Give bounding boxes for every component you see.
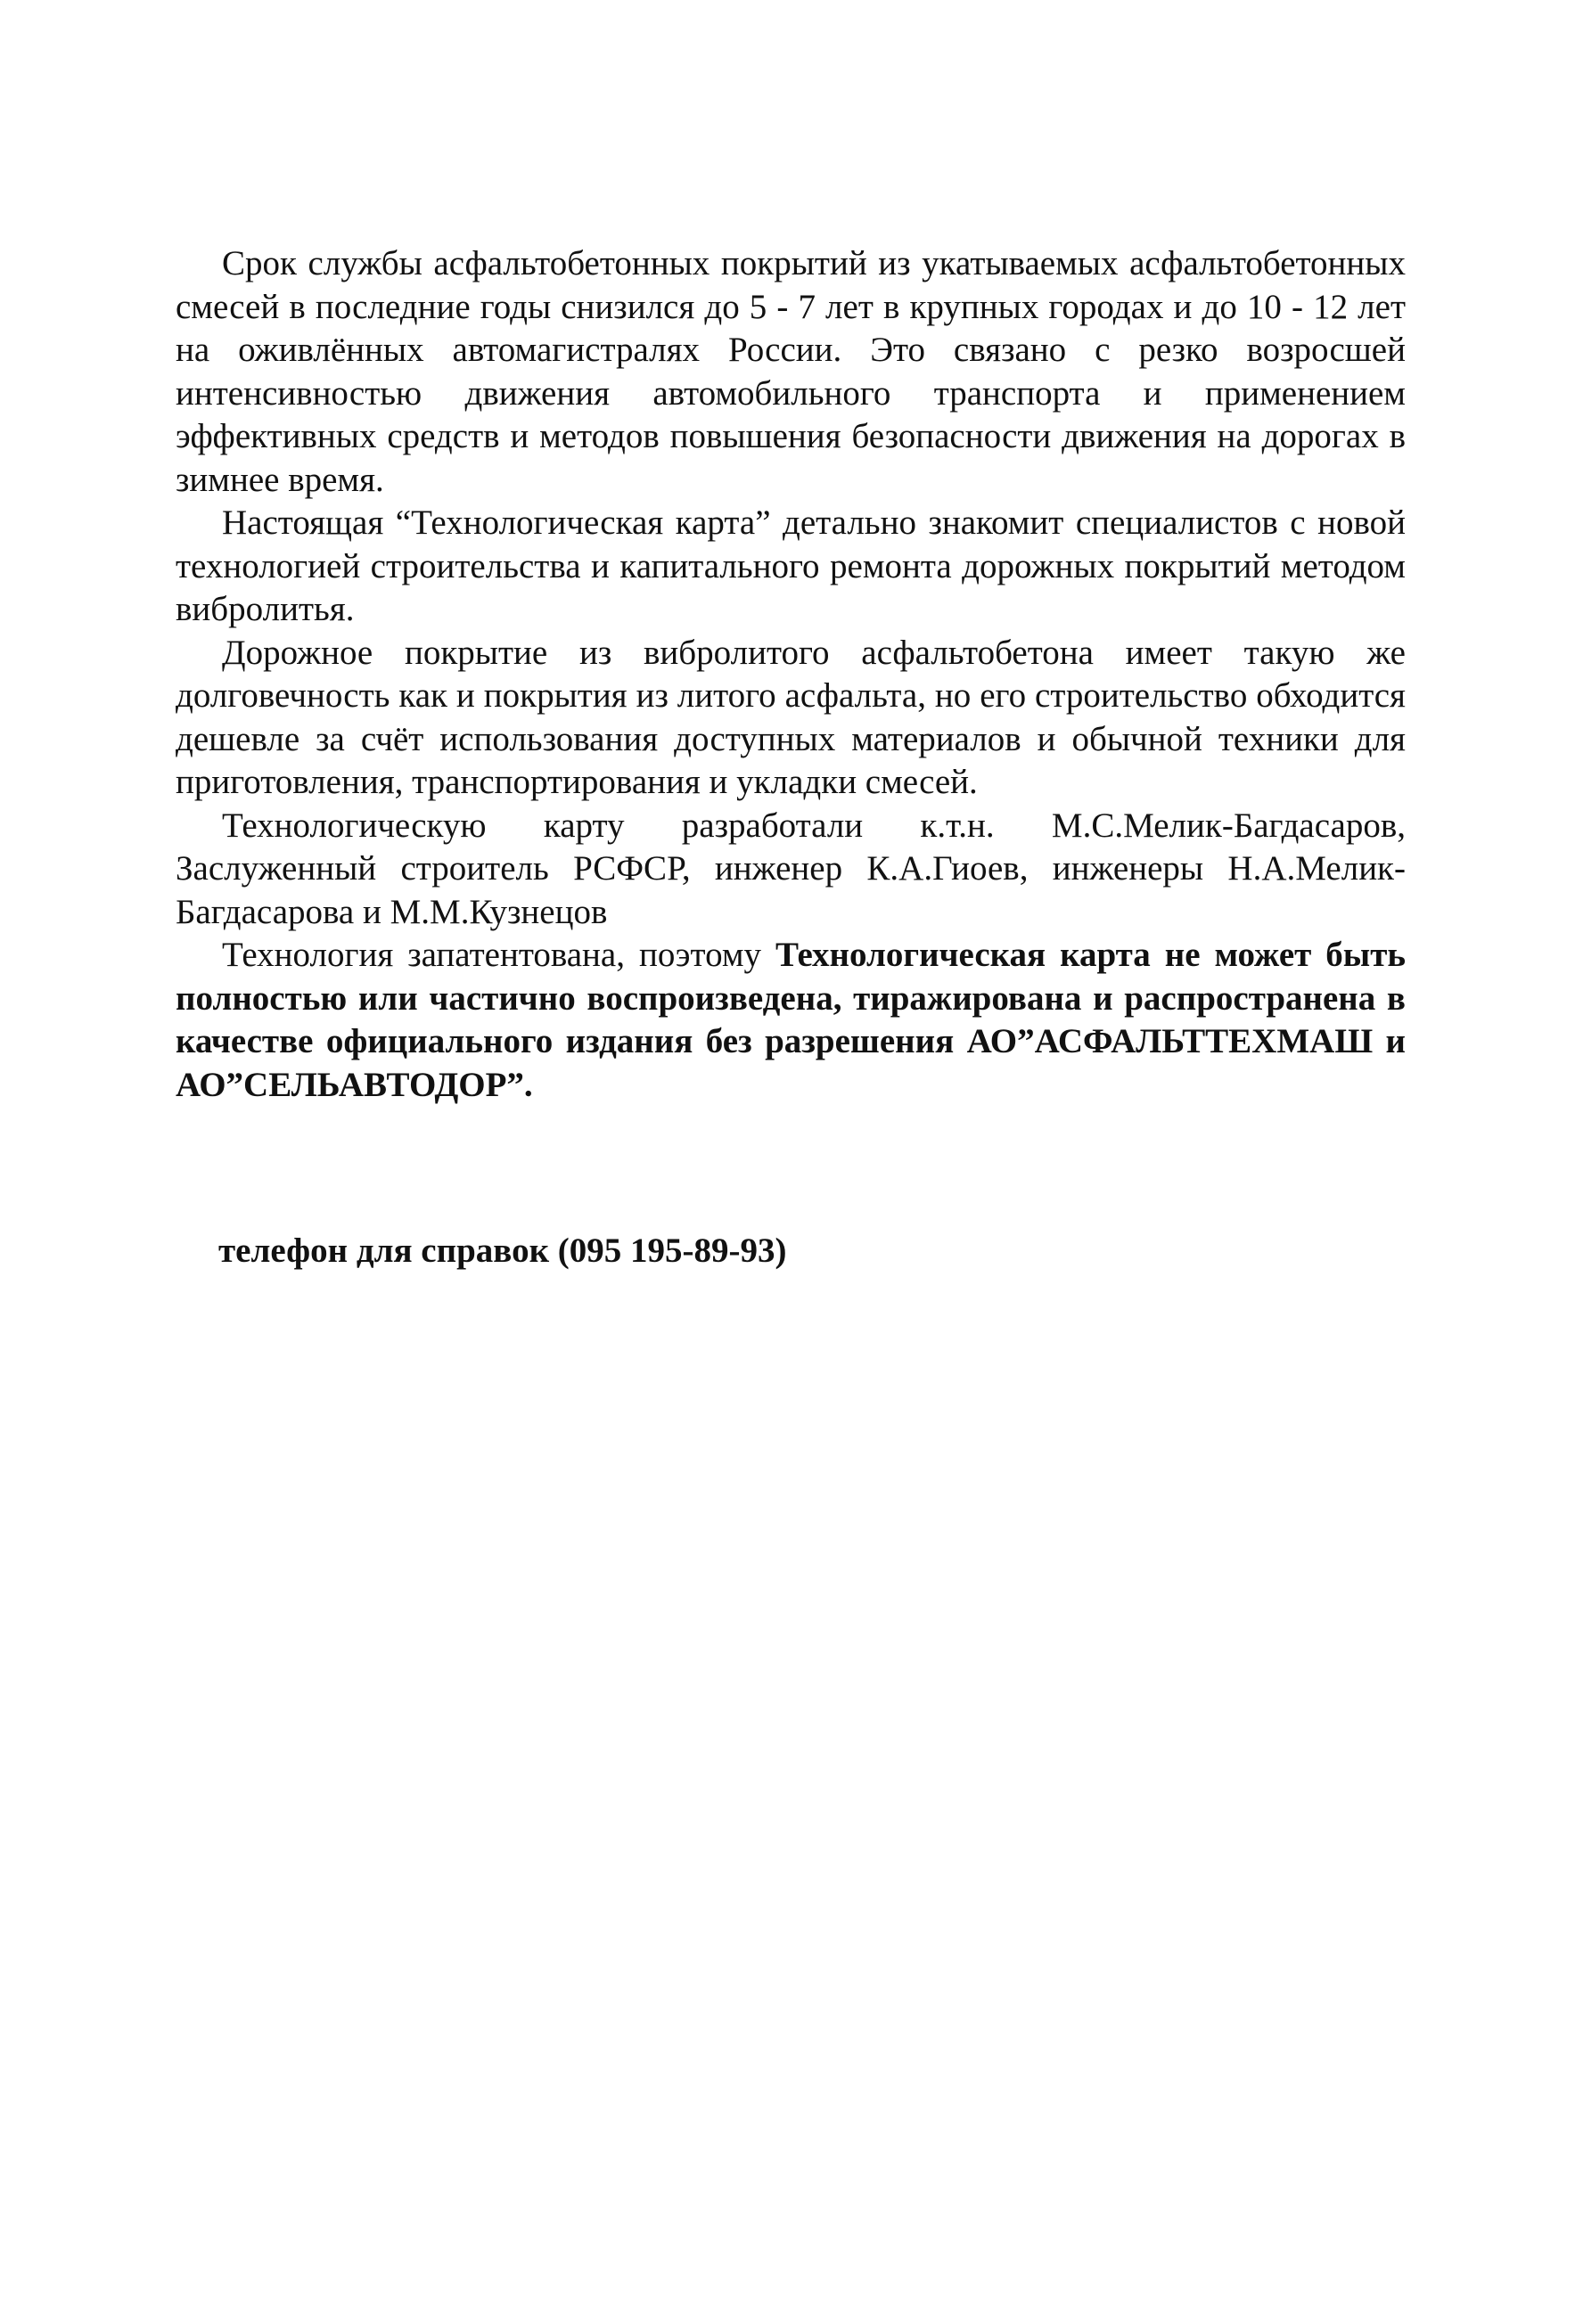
paragraph-introduction: Настоящая “Технологическая карта” детально знакомит специалистов с новой технологией строительства и капитального ремонта дорожных покрытий методом вибролитья. — [176, 503, 1406, 628]
paragraph-copyright — [176, 934, 1406, 1107]
paragraph-advantages: Дорожное покрытие из вибролитого асфальтобетона имеет такую же долговечность как и покрытия из литого асфальта, но его строительство обходится дешевле за счёт использования доступных материалов и обычной техники для приготовления, транспортирования и укладки смесей. — [176, 633, 1406, 801]
phone-line: телефон для справок (095 195-89-93) — [218, 1232, 787, 1270]
paragraph-service-life: Срок службы асфальтобетонных покрытий из укатываемых асфальтобетонных смесей в последние годы снизился до 5 - 7 лет в крупных городах и до 10 - 12 лет на оживлённых автомагистралях России. Это связано с резко возросшей интенсивностью движения автомобильного транспорта и применением эффективных средств и методов повышения безопасности движения на дорогах в зимнее время. — [176, 244, 1406, 499]
body-text — [176, 242, 1406, 1107]
copyright-notice: Технологическая карта не может быть полностью или частично воспроизведена, тиражирована и распространена в качестве официального издания без разрешения АО”АСФАЛЬТТЕХМАШ и АО”СЕЛЬАВТОДОР”. — [176, 936, 1406, 1104]
copyright-intro: Технология запатентована, поэтому — [222, 936, 775, 974]
paragraph-authors: Технологическую карту разработали к.т.н. М.С.Мелик-Багдасаров, Заслуженный строитель РСФСР, инженер К.А.Гиоев, инженеры Н.А.Мелик- Багдасарова и М.М.Кузнецов — [176, 806, 1406, 931]
